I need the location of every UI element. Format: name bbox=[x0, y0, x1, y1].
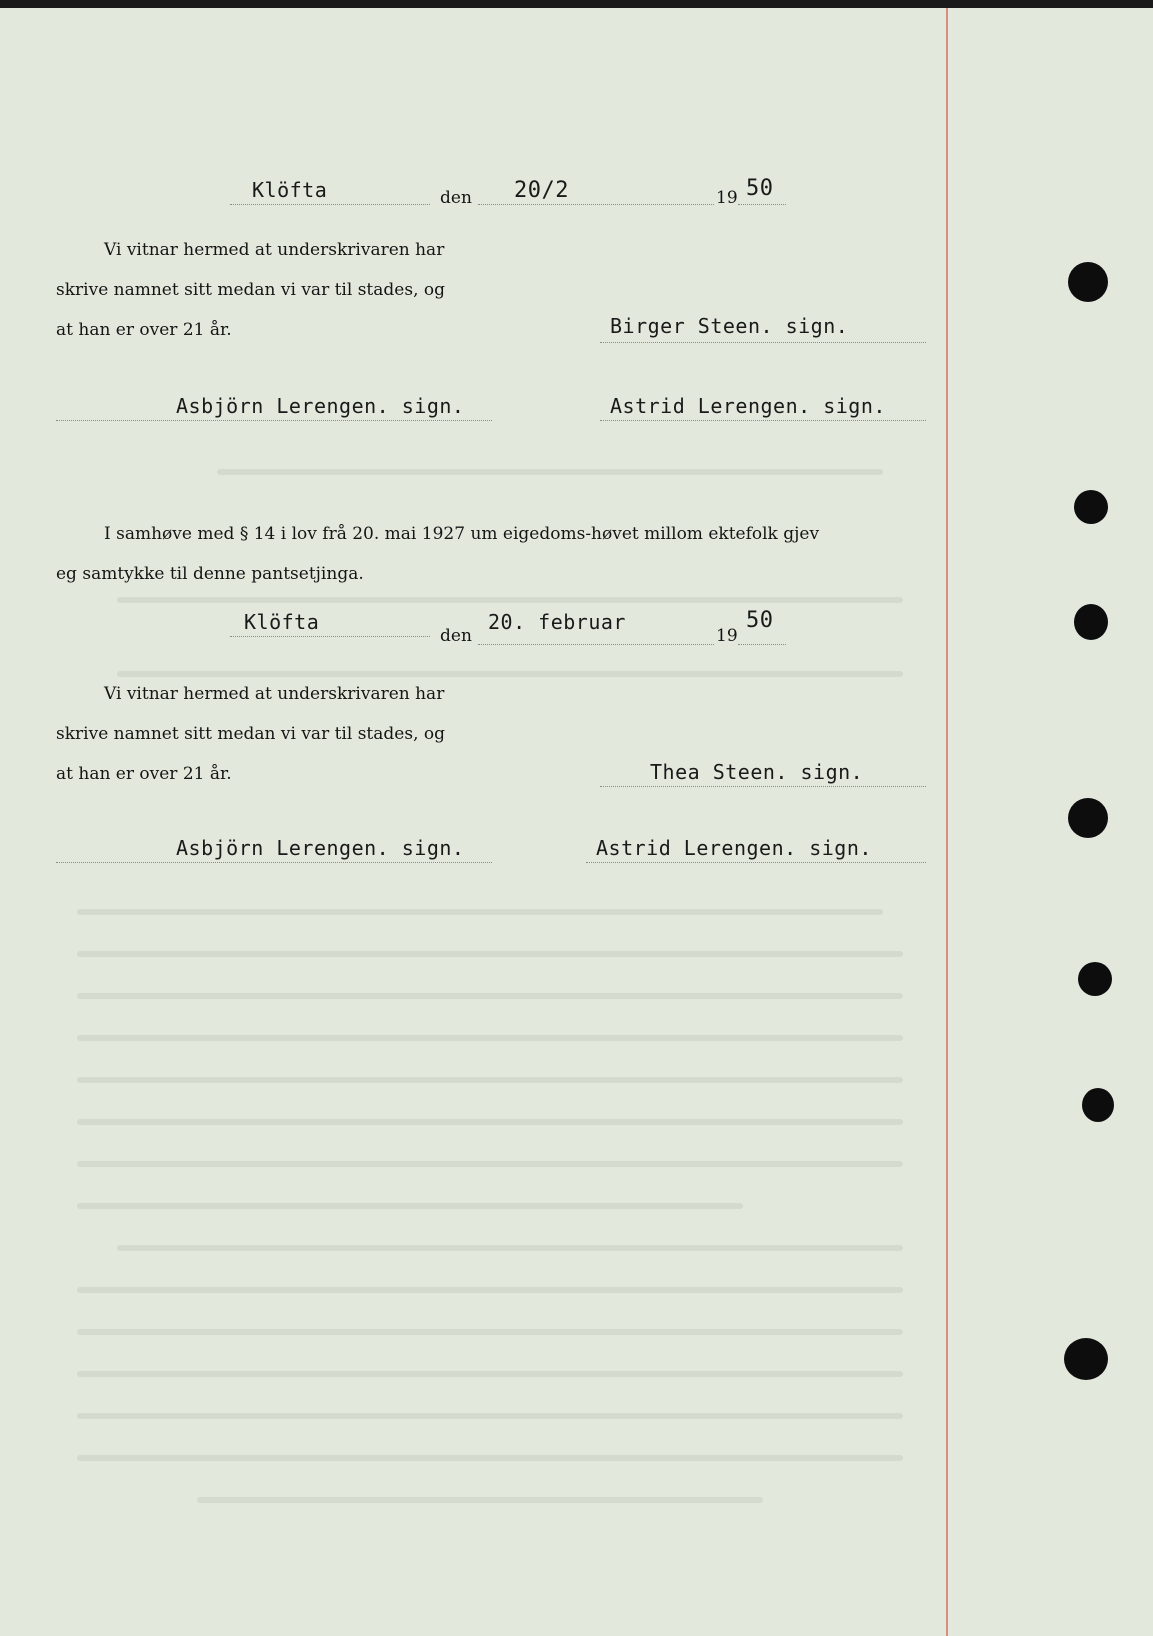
place-1: Klöfta bbox=[252, 178, 328, 202]
witness-text-1-line-2: skrive namnet sitt medan vi var til stades, og bbox=[56, 280, 445, 300]
place-2: Klöfta bbox=[244, 610, 320, 634]
punch-hole bbox=[1068, 262, 1108, 302]
punch-hole bbox=[1068, 798, 1108, 838]
den-label-2: den bbox=[440, 626, 472, 646]
consent-line-2: eg samtykke til denne pantsetjinga. bbox=[56, 564, 364, 584]
signer-1: Birger Steen. sign. bbox=[610, 314, 849, 338]
punch-hole bbox=[1078, 962, 1112, 996]
witness-text-2-line-1: Vi vitnar hermed at underskrivaren har bbox=[104, 684, 445, 704]
witness-right-1: Astrid Lerengen. sign. bbox=[610, 394, 886, 418]
witness-left-2: Asbjörn Lerengen. sign. bbox=[176, 836, 465, 860]
year-prefix-2: 19 bbox=[716, 626, 738, 646]
margin-rule bbox=[946, 8, 948, 1636]
punch-hole bbox=[1064, 1338, 1108, 1380]
witness-right-2: Astrid Lerengen. sign. bbox=[596, 836, 872, 860]
date-1: 20/2 bbox=[514, 178, 569, 203]
document-page bbox=[0, 8, 1153, 1636]
bleed-through-texture bbox=[0, 8, 946, 1636]
punch-hole bbox=[1074, 604, 1108, 640]
witness-text-1-line-1: Vi vitnar hermed at underskrivaren har bbox=[104, 240, 445, 260]
year-suffix-1: 50 bbox=[746, 176, 774, 201]
punch-hole bbox=[1082, 1088, 1114, 1122]
punch-hole bbox=[1074, 490, 1108, 524]
year-prefix-1: 19 bbox=[716, 188, 738, 208]
witness-text-1-line-3: at han er over 21 år. bbox=[56, 320, 232, 340]
witness-text-2-line-2: skrive namnet sitt medan vi var til stades, og bbox=[56, 724, 445, 744]
den-label-1: den bbox=[440, 188, 472, 208]
witness-left-1: Asbjörn Lerengen. sign. bbox=[176, 394, 465, 418]
witness-text-2-line-3: at han er over 21 år. bbox=[56, 764, 232, 784]
year-suffix-2: 50 bbox=[746, 608, 774, 633]
date-2: 20. februar bbox=[488, 610, 626, 634]
signer-2: Thea Steen. sign. bbox=[650, 760, 864, 784]
consent-line-1: I samhøve med § 14 i lov frå 20. mai 1927 um eigedoms-høvet millom ektefolk gjev bbox=[104, 524, 820, 544]
